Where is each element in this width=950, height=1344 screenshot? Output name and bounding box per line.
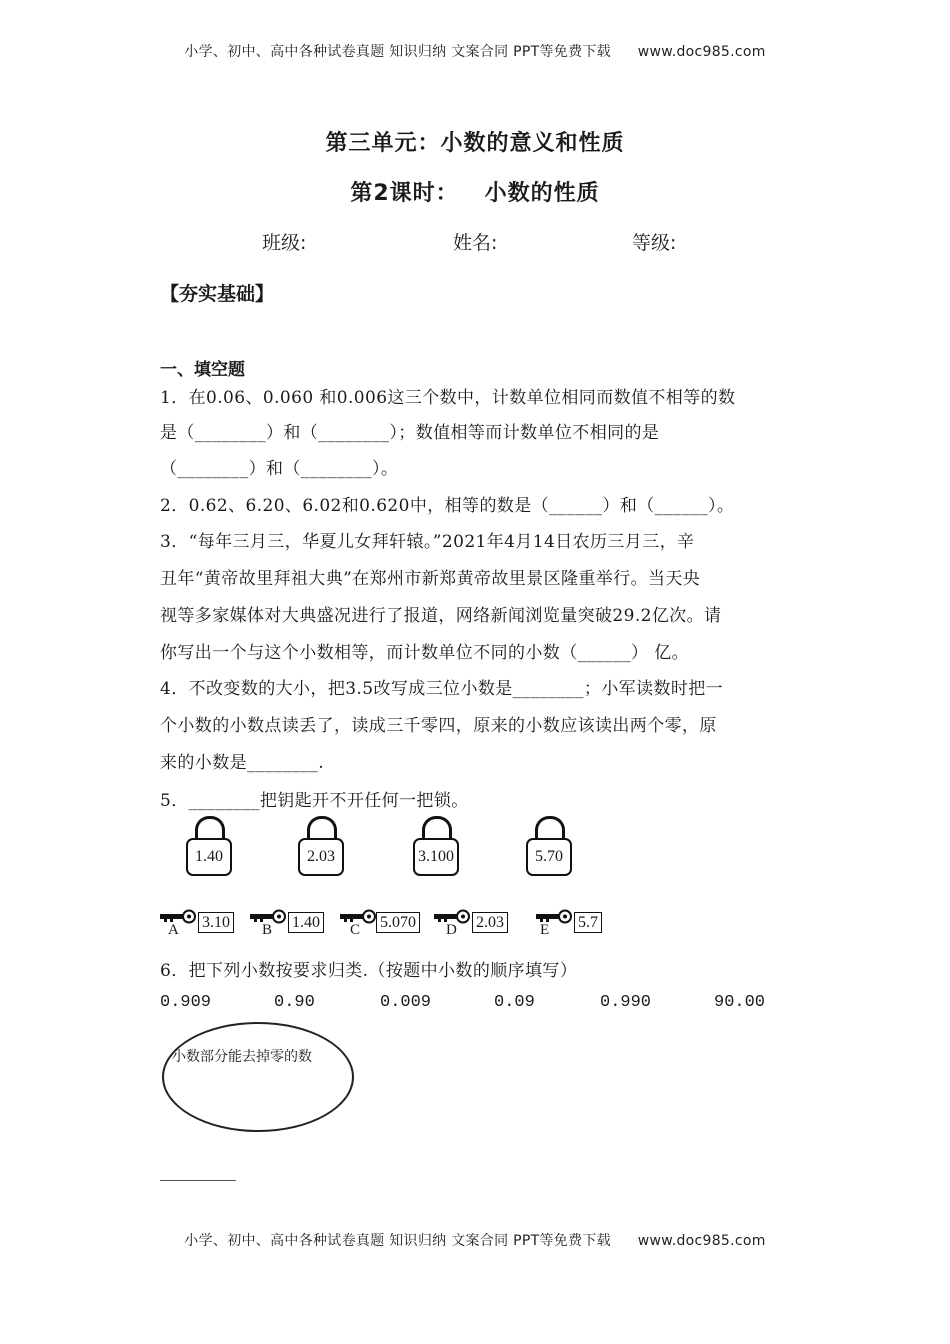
key-e-letter: E <box>540 922 550 938</box>
footnote-rule <box>160 1180 236 1181</box>
question-3-line-3: 视等多家媒体对大典盛况进行了报道，网络新闻浏览量突破29.2亿次。请 <box>160 606 722 626</box>
key-a-value: 3.10 <box>198 912 234 933</box>
lock-1 <box>186 816 232 878</box>
question-4-line-3: 来的小数是________. <box>160 753 325 773</box>
lock-2-value: 2.03 <box>298 838 344 876</box>
key-d-letter: D <box>446 922 457 938</box>
question-3-line-2: 丑年“黄帝故里拜祖大典”在郑州市新郑黄帝故里景区隆重举行。当天央 <box>160 569 701 589</box>
decimal-item: 90.00 <box>714 993 766 1012</box>
class-label: 班级: <box>262 232 307 254</box>
key-c <box>340 908 428 936</box>
footer-text: 小学、初中、高中各种试卷真题 知识归纳 文案合同 PPT等免费下载 <box>184 1233 611 1249</box>
key-c-value: 5.070 <box>376 912 420 933</box>
key-icon <box>160 908 200 928</box>
decimal-item: 0.909 <box>160 993 212 1012</box>
name-label: 姓名: <box>453 232 498 254</box>
question-5: 5．________把钥匙开不开任何一把锁。 <box>160 791 469 811</box>
question-2: 2．0.62、6.20、6.02和0.620中，相等的数是（______）和（______）。 <box>160 496 735 516</box>
grade-label: 等级: <box>632 232 677 254</box>
decimal-list <box>0 993 950 1015</box>
decimal-item: 0.990 <box>600 993 652 1012</box>
decimal-item: 0.09 <box>494 993 535 1012</box>
part-heading: 一、填空题 <box>160 360 245 380</box>
key-d <box>434 908 516 936</box>
lock-1-value: 1.40 <box>186 838 232 876</box>
question-1-line-3: （________）和（________）。 <box>160 459 399 479</box>
key-c-letter: C <box>350 922 361 938</box>
lock-4-value: 5.70 <box>526 838 572 876</box>
section-heading: 【夯实基础】 <box>160 283 275 305</box>
page-footer <box>0 1230 950 1250</box>
decimal-item: 0.009 <box>380 993 432 1012</box>
key-b-letter: B <box>262 922 273 938</box>
question-6: 6．把下列小数按要求归类.（按题中小数的顺序填写） <box>160 961 578 981</box>
question-3-line-1: 3．“每年三月三，华夏儿女拜轩辕。”2021年4月14日农历三月三，辛 <box>160 532 695 552</box>
question-3-line-4: 你写出一个与这个小数相等，而计数单位不同的小数（______） 亿。 <box>160 643 690 663</box>
answer-ellipse[interactable] <box>162 1022 354 1132</box>
header-url[interactable]: www.doc985.com <box>637 44 766 60</box>
key-a <box>160 908 242 936</box>
key-e-value: 5.7 <box>574 912 602 933</box>
lock-3 <box>413 816 459 878</box>
key-e <box>536 908 608 936</box>
lock-2 <box>298 816 344 878</box>
question-4-line-2: 个小数的小数点读丢了，读成三千零四，原来的小数应该读出两个零，原 <box>160 716 717 736</box>
question-1-line-2: 是（________）和（________）；数值相等而计数单位不相同的是 <box>160 423 660 443</box>
question-4-line-1: 4．不改变数的大小，把3.5改写成三位小数是________；小军读数时把一 <box>160 679 724 699</box>
footer-url[interactable]: www.doc985.com <box>637 1233 766 1249</box>
question-1-line-1: 1．在0.06、0.060 和0.006这三个数中，计数单位相同而数值不相等的数 <box>160 388 736 408</box>
key-d-value: 2.03 <box>472 912 508 933</box>
key-b <box>250 908 332 936</box>
key-a-letter: A <box>168 922 179 938</box>
page-title: 第三单元：小数的意义和性质 <box>325 131 625 156</box>
key-b-value: 1.40 <box>288 912 324 933</box>
decimal-item: 0.90 <box>274 993 315 1012</box>
answer-ellipse-label: 小数部分能去掉零的数 <box>172 1049 312 1065</box>
page-header <box>0 41 950 61</box>
lock-3-value: 3.100 <box>413 838 459 876</box>
lesson-subtitle: 第2课时： 小数的性质 <box>350 181 600 206</box>
lock-4 <box>526 816 572 878</box>
student-info-row <box>0 228 950 256</box>
header-text: 小学、初中、高中各种试卷真题 知识归纳 文案合同 PPT等免费下载 <box>184 44 611 60</box>
